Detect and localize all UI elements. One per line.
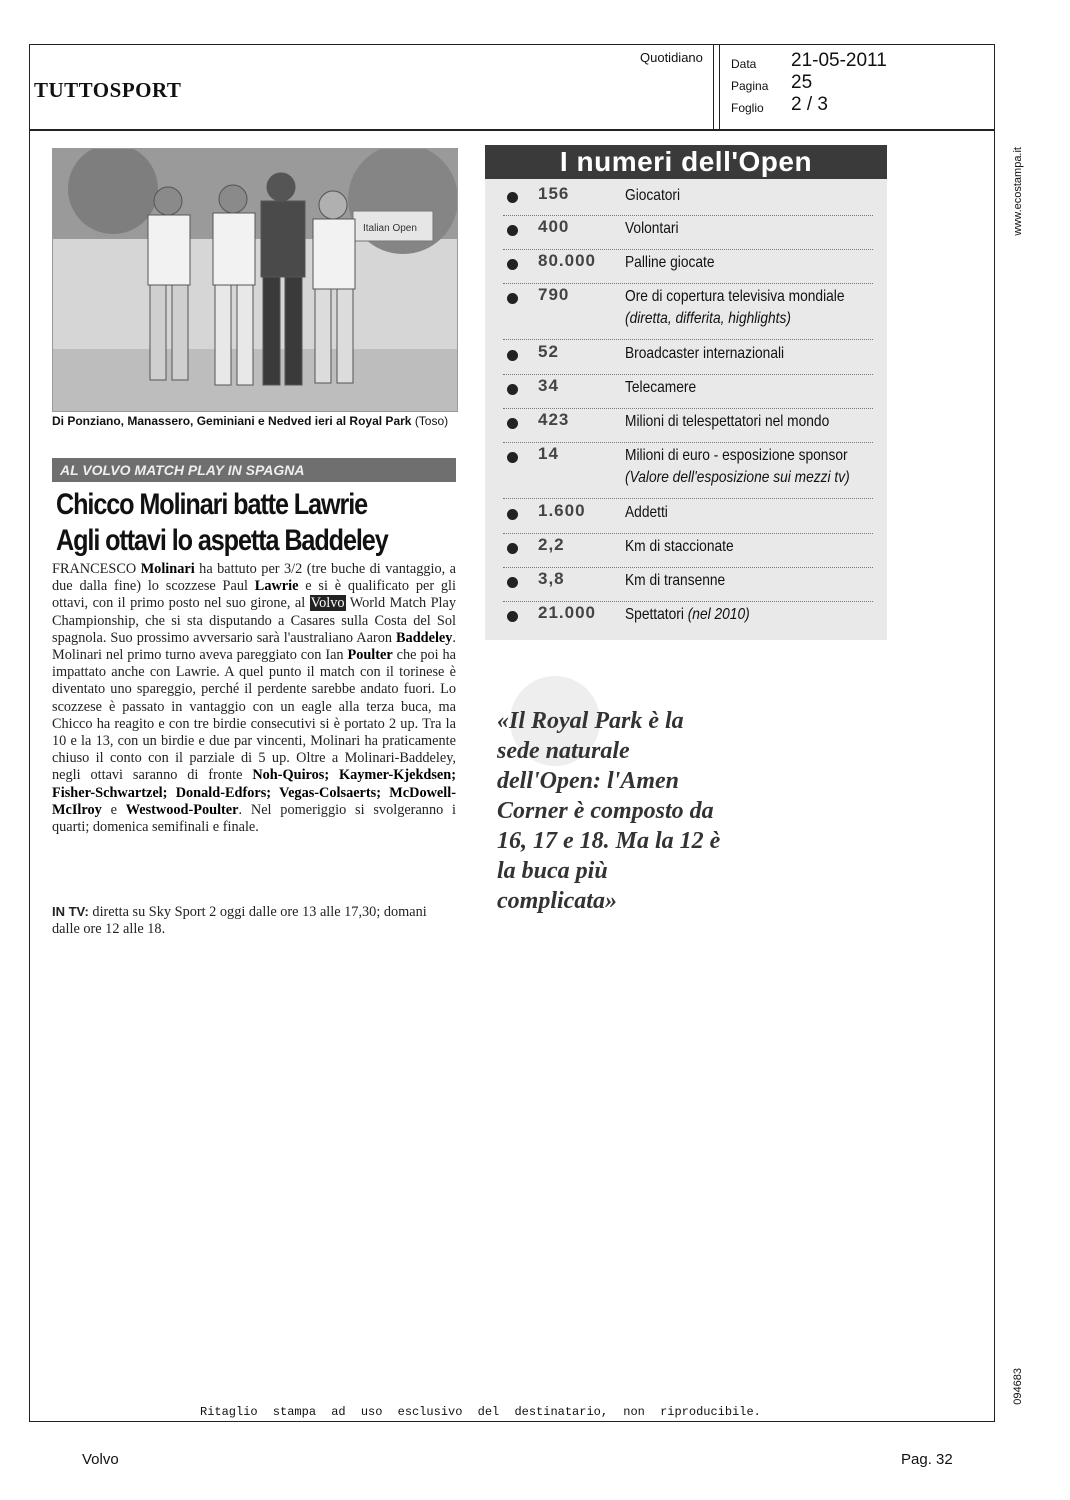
header-divider: [719, 44, 720, 130]
copyright-note: Ritaglio stampa ad uso esclusivo del destinatario, non riproducibile.: [200, 1405, 761, 1419]
stats-row: [485, 409, 887, 443]
stats-label: Addetti: [625, 504, 668, 521]
date-label: Data: [731, 57, 757, 71]
newspaper-logo: TUTTOSPORT: [34, 78, 182, 102]
bullet-icon: [507, 192, 518, 203]
stats-value: 34: [538, 376, 559, 395]
sheet-value: 2 / 3: [791, 94, 828, 115]
stats-label: Spettatori: [625, 606, 684, 623]
bullet-icon: [507, 577, 518, 588]
stats-value: 423: [538, 410, 570, 429]
publication-type: Quotidiano: [640, 50, 703, 65]
bullet-icon: [507, 293, 518, 304]
stats-label: Milioni di euro - esposizione sponsor: [625, 447, 848, 464]
article-kicker: AL VOLVO MATCH PLAY IN SPAGNA: [52, 458, 456, 482]
bullet-icon: [507, 509, 518, 520]
row-separator: [503, 498, 873, 499]
stats-row: [485, 250, 887, 284]
stats-row: [485, 500, 887, 534]
stats-label: Telecamere: [625, 379, 697, 396]
stats-value: 2,2: [538, 535, 565, 554]
stats-row: [485, 443, 887, 499]
stats-label-group: [625, 502, 668, 524]
caption-text: Di Ponziano, Manassero, Geminiani e Nedved ieri al Royal Park: [52, 414, 412, 428]
stats-row: [485, 568, 887, 602]
tv-listing: [52, 903, 456, 938]
page-number: Pag. 32: [901, 1451, 953, 1468]
stats-note: (Valore dell'esposizione sui mezzi tv): [625, 469, 850, 486]
pull-quote: «Il Royal Park è la sede naturale dell'Open: l'Amen Corner è composto da 16, 17 e 18. Ma la 12 è la buca più complicata»: [497, 708, 721, 914]
stats-label-group: [625, 445, 850, 489]
stats-row: [485, 183, 887, 216]
stats-value: 790: [538, 285, 570, 304]
tv-label: IN TV:: [52, 904, 89, 919]
photo-caption: [52, 414, 448, 428]
page-label: Pagina: [731, 79, 769, 93]
stats-value: 21.000: [538, 603, 596, 622]
golfers-photo-illustration: [53, 149, 457, 411]
stats-value: 14: [538, 444, 559, 463]
stats-label: Palline giocate: [625, 254, 715, 271]
article-body: FRANCESCO Molinari ha battuto per 3/2 (tre buche di vantaggio, a due dalla fine) lo scozzese Paul Lawrie e si è qualificato per gli ottavi, con il primo posto nel suo girone, al Volvo World Match Play Championship, che si sta disputando a Casares sulla Costa del Sol spagnola. Suo prossimo avversario sarà l'australiano Aaron Baddeley. Molinari nel primo turno aveva pareggiato con Ian Poulter che poi ha impattato anche con Lawrie. A quel punto il match con il torinese è diventato uno spareggio, perché il perdente sarebbe andato fuori. Lo scozzese è passato in vantaggio con un eagle alla terza buca, ma Chicco ha reagito e con tre birdie consecutivi si è portato 2 up. Tra la 10 e la 13, con un birdie e due par vincenti, Molinari ha praticamente chiuso il conto con il parziale di 5 up. Oltre a Molinari-Baddeley, negli ottavi saranno di fronte Noh-Quiros; Kaymer-Kjekdsen; Fisher-Schwartzel; Donald-Edfors; Vegas-Colsaerts; McDowell-McIlroy e Westwood-Poulter. Nel pomeriggio si svolgeranno i quarti; domenica semifinali e finale.: [52, 561, 457, 836]
stats-value: 1.600: [538, 501, 586, 520]
article-photo: [52, 148, 458, 412]
stats-label-group: [625, 286, 845, 330]
stats-value: 156: [538, 184, 570, 203]
stats-label: Ore di copertura televisiva mondiale: [625, 288, 845, 305]
stats-label-group: [625, 570, 725, 592]
stats-value: 80.000: [538, 251, 596, 270]
headline-line-2: Agli ottavi lo aspetta Baddeley: [56, 524, 388, 557]
banner-text: Italian Open: [363, 223, 417, 234]
stats-label-group: [625, 604, 750, 626]
sheet-label: Foglio: [731, 101, 764, 115]
bullet-icon: [507, 350, 518, 361]
stats-label: Volontari: [625, 220, 679, 237]
stats-title: I numeri dell'Open: [485, 145, 887, 179]
tv-text: diretta su Sky Sport 2 oggi dalle ore 13 alle 17,30; domani dalle ore 12 alle 18.: [52, 904, 427, 938]
stats-label: Km di transenne: [625, 572, 726, 589]
stats-note: (diretta, differita, highlights): [625, 310, 791, 327]
bullet-icon: [507, 543, 518, 554]
stats-label-group: [625, 185, 680, 207]
headline-line-1: Chicco Molinari batte Lawrie: [56, 488, 368, 521]
date-value: 21-05-2011: [791, 50, 887, 71]
stats-label-group: [625, 377, 696, 399]
header-divider: [713, 44, 714, 130]
stats-row: [485, 216, 887, 250]
stats-label-group: [625, 536, 734, 558]
photo-credit: (Toso): [414, 414, 449, 428]
bullet-icon: [507, 452, 518, 463]
stats-row: [485, 602, 887, 636]
document-id: 094683: [1012, 1368, 1024, 1405]
bullet-icon: [507, 259, 518, 270]
stats-label: Giocatori: [625, 187, 681, 204]
stats-note: (nel 2010): [687, 606, 750, 623]
stats-label-group: [625, 411, 829, 433]
stats-value: 3,8: [538, 569, 565, 588]
bullet-icon: [507, 611, 518, 622]
source-url: www.ecostampa.it: [1012, 147, 1024, 236]
stats-label: Milioni di telespettatori nel mondo: [625, 413, 830, 430]
stats-label-group: [625, 218, 679, 240]
stats-label: Broadcaster internazionali: [625, 345, 785, 362]
stats-label-group: [625, 252, 715, 274]
stats-label-group: [625, 343, 784, 365]
page-value: 25: [791, 72, 813, 93]
stats-value: 52: [538, 342, 559, 361]
stats-label: Km di staccionate: [625, 538, 734, 555]
row-separator: [503, 339, 873, 340]
bullet-icon: [507, 384, 518, 395]
stats-value: 400: [538, 217, 570, 236]
client-name: Volvo: [82, 1451, 119, 1468]
stats-row: [485, 284, 887, 340]
stats-row: [485, 341, 887, 375]
stats-row: [485, 534, 887, 568]
article-headline: [56, 487, 388, 559]
bullet-icon: [507, 418, 518, 429]
stats-row: [485, 375, 887, 409]
bullet-icon: [507, 225, 518, 236]
